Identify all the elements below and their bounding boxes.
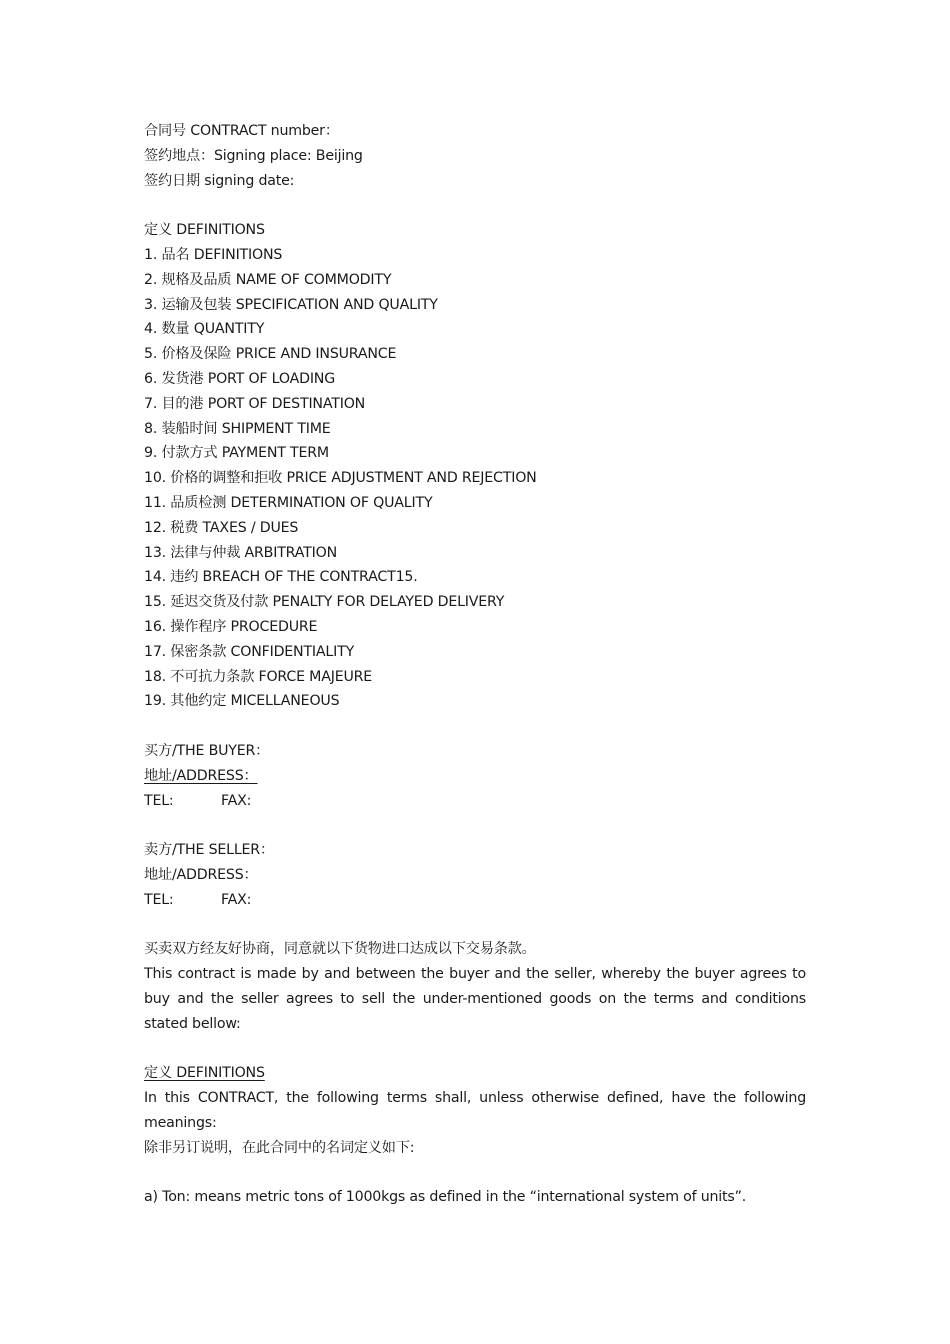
toc-item: 12. 税费 TAXES / DUES — [144, 519, 299, 536]
buyer-block — [144, 739, 806, 813]
agreement-en: This contract is made by and between the buyer and the seller, whereby the buyer agrees to buy and the seller agrees to sell the under-mentioned goods on the terms and conditions stated bellow: — [144, 966, 806, 1032]
toc-item: 4. 数量 QUANTITY — [144, 321, 265, 338]
toc-item: 6. 发货港 PORT OF LOADING — [144, 370, 336, 387]
definitions-intro-en: In this CONTRACT, the following terms shall, unless otherwise defined, have the following meanings: — [144, 1090, 806, 1131]
toc-item: 9. 付款方式 PAYMENT TERM — [144, 445, 329, 462]
toc-item: 14. 违约 BREACH OF THE CONTRACT15. — [144, 569, 418, 586]
toc-item: 15. 延迟交货及付款 PENALTY FOR DELAYED DELIVERY — [144, 594, 505, 611]
spacer — [144, 193, 806, 218]
toc-item: 18. 不可抗力条款 FORCE MAJEURE — [144, 668, 373, 685]
seller-tel: TEL: — [144, 891, 174, 908]
spacer — [144, 714, 806, 739]
agreement-zh: 买卖双方经友好协商，同意就以下货物进口达成以下交易条款。 — [144, 941, 536, 958]
seller-fax: FAX: — [221, 891, 252, 908]
seller-address: 地址/ADDRESS： — [144, 866, 258, 883]
signing-place-line: 签约地点：Signing place: Beijing — [144, 147, 363, 164]
toc-title: 定义 DEFINITIONS — [144, 222, 265, 239]
seller-contact — [144, 888, 806, 913]
spacer — [144, 1036, 806, 1061]
toc-item: 5. 价格及保险 PRICE AND INSURANCE — [144, 346, 397, 363]
definitions-section — [144, 1061, 806, 1210]
table-of-contents — [144, 218, 806, 714]
spacer — [144, 1160, 806, 1185]
toc-item: 2. 规格及品质 NAME OF COMMODITY — [144, 271, 392, 288]
toc-item: 11. 品质检测 DETERMINATION OF QUALITY — [144, 494, 433, 511]
definitions-heading-line — [144, 1061, 806, 1086]
definitions-heading: 定义 DEFINITIONS — [144, 1065, 265, 1082]
seller-label: 卖方/THE SELLER： — [144, 842, 274, 859]
spacer — [144, 813, 806, 838]
contract-document — [144, 119, 806, 1210]
toc-item: 1. 品名 DEFINITIONS — [144, 246, 283, 263]
buyer-contact — [144, 789, 806, 814]
toc-item: 19. 其他约定 MICELLANEOUS — [144, 693, 340, 710]
buyer-tel: TEL: — [144, 792, 174, 809]
buyer-fax: FAX: — [221, 792, 252, 809]
toc-item: 16. 操作程序 PROCEDURE — [144, 618, 318, 635]
definitions-intro-zh: 除非另订说明，在此合同中的名词定义如下: — [144, 1139, 415, 1156]
toc-item: 3. 运输及包装 SPECIFICATION AND QUALITY — [144, 296, 438, 313]
toc-item: 13. 法律与仲裁 ARBITRATION — [144, 544, 337, 561]
buyer-label: 买方/THE BUYER： — [144, 742, 270, 759]
contract-number-line: 合同号 CONTRACT number： — [144, 123, 339, 139]
buyer-address-line — [144, 764, 806, 789]
seller-block — [144, 838, 806, 912]
toc-item: 7. 目的港 PORT OF DESTINATION — [144, 395, 366, 412]
toc-item: 10. 价格的调整和拒收 PRICE ADJUSTMENT AND REJECTION — [144, 470, 537, 487]
definition-item-a: a) Ton: means metric tons of 1000kgs as defined in the “international system of units”. — [144, 1189, 747, 1206]
toc-item: 8. 装船时间 SHIPMENT TIME — [144, 420, 331, 437]
signing-date-line: 签约日期 signing date: — [144, 172, 295, 189]
buyer-address: 地址/ADDRESS： — [144, 767, 258, 784]
toc-item: 17. 保密条款 CONFIDENTIALITY — [144, 643, 355, 660]
spacer — [144, 913, 806, 938]
